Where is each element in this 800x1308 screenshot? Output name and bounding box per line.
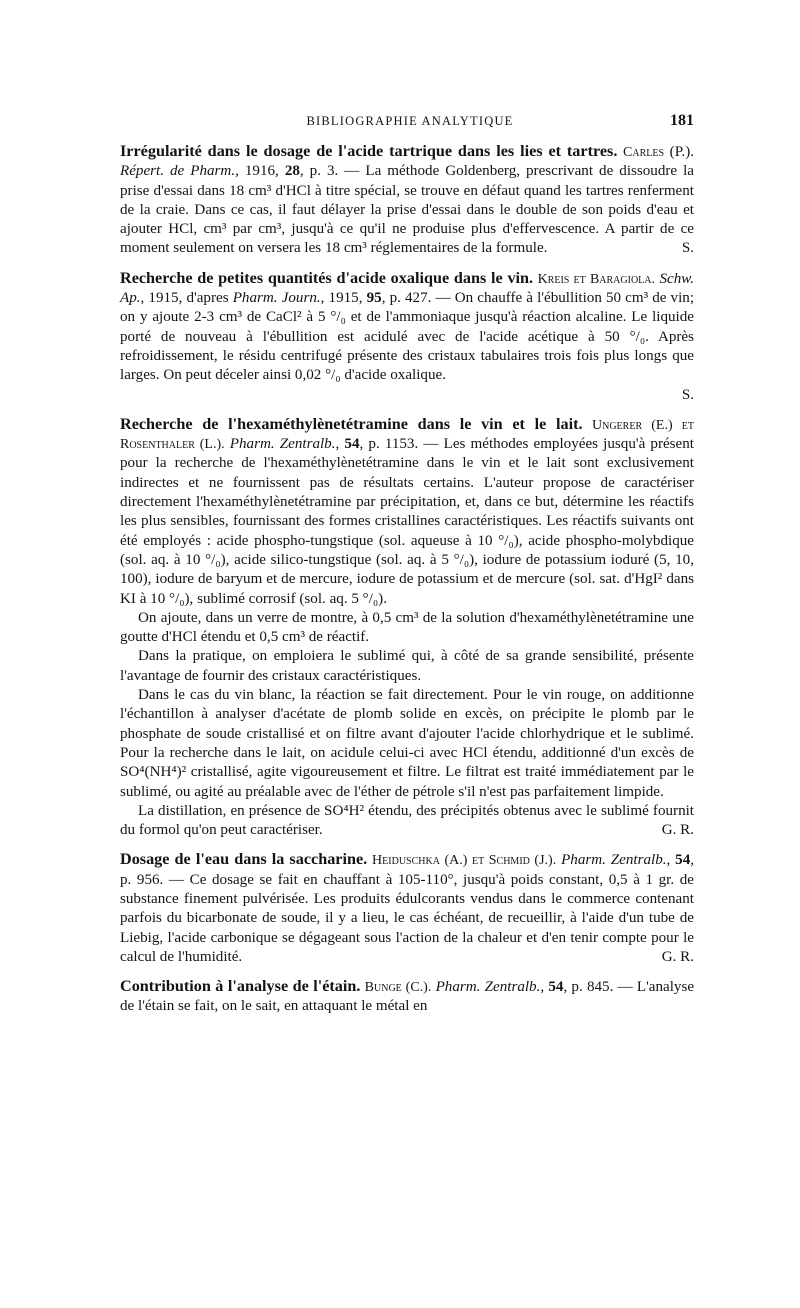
entry-signature-line [120, 386, 694, 405]
entry-page: , p. 845. — [563, 979, 633, 996]
entry-author-initial: (P.). [669, 144, 694, 160]
entry-oxalique [120, 269, 694, 405]
entry-paragraph [120, 977, 694, 1017]
entry-etain [120, 977, 694, 1017]
entry-ref: , 1915, d'apres [140, 290, 229, 307]
entry-paragraph-5 [120, 802, 694, 841]
entry-volume: 28 [284, 163, 300, 180]
entry-paragraph-5-text: La distillation, en présence de SO⁴H² étendu, des précipités obtenus avec le sublimé fournit du formol qu'on peut caractériser. [120, 802, 694, 839]
entry-page: , p. 956. — [120, 852, 695, 888]
entry-author: Carles [623, 145, 665, 160]
entry-author: Ungerer (E.) et Rosenthaler (L.). [120, 417, 695, 453]
entry-page: , p. 3. — [299, 163, 360, 180]
entry-volume: 54 [548, 979, 564, 996]
entry-paragraph [120, 415, 694, 609]
entry-title: Recherche de l'hexaméthylènetétramine dans le vin et le lait. [120, 414, 583, 433]
entry-author: Bunge (C.). [364, 980, 432, 996]
page-header [120, 112, 694, 130]
entry-hexamethylenetetramine [120, 415, 694, 841]
entry-ref: , [666, 852, 671, 869]
entry-volume: 54 [675, 852, 691, 869]
entry-ref: , [540, 979, 545, 996]
entry-journal: Pharm. Zentralb. [435, 979, 541, 996]
entry-author: Kreis et Baragiola. [537, 271, 655, 287]
entry-title: Dosage de l'eau dans la saccharine. [120, 850, 368, 869]
entry-journal: Répert. de Pharm. [120, 163, 236, 180]
entry-saccharine [120, 850, 694, 967]
running-title: BIBLIOGRAPHIE ANALYTIQUE [306, 114, 514, 128]
entry-tartrique [120, 142, 694, 259]
entry-paragraph-4: Dans le cas du vin blanc, la réaction se fait directement. Pour le vin rouge, on additionne l'échantillon à analyser d'acétate de plomb solide en excès, on précipite le plomb par le phosphate de soude cristallisé et on filtre avant d'ajouter l'acide chlorhydrique et le sublimé. Pour la recherche dans le lait, on acidule celui-ci avec HCl étendu, additionné d'un excès de SO⁴(NH⁴)² cristallisé, agite vigoureusement et filtre. Le filtrat est traité immédiatement par le sublimé, ou agité au préalable avec de l'éther de pétrole s'il n'est pas parfaitement limpide. [120, 687, 694, 800]
entry-page: , p. 1153. — [359, 436, 439, 453]
entry-text: La méthode Goldenberg, prescrivant de dissoudre la prise d'essai dans 18 cm³ d'HCl à titre spécial, se trouve en défaut quand les tartres renferment de la craie. Dans ce cas, il faut délayer la prise d'essai dans le double de son poids d'eau et ajouter HCl, cm³ par cm³, jusqu'à ce qu'il ne produise plus d'effervescence. A partir de ce moment seulement on versera les 18 cm³ réglementaires de la formule. [120, 163, 695, 257]
entry-volume: 95 [366, 290, 382, 307]
entry-ref: , [335, 436, 340, 453]
entry-page: , p. 427. [381, 290, 432, 307]
entry-paragraph-2: On ajoute, dans un verre de montre, à 0,5 cm³ de la solution d'hexaméthylènetétramine une goutte d'HCl étendu et 0,5 cm³ de réactif. [120, 609, 694, 646]
entry-signature: G. R. [661, 822, 694, 839]
entry-volume: 54 [344, 436, 360, 453]
entry-ref: , 1916, [235, 163, 279, 180]
entry-text: — On chauffe à l'ébullition 50 cm³ de vin; on y ajoute 2-3 cm³ de CaCl² à 5 °/₀ et de l'ammoniaque jusqu'à réaction alcaline. Le liquide porté de nouveau à l'ébullition est acidulé avec de l'acide acétique à 50 °/₀. Après refroidissement, le résidu centrifugé présente des cristaux tabulaires trois fois plus longs que larges. On peut déceler ainsi 0,02 °/₀ d'acide oxalique. [120, 290, 695, 384]
entry-text: Ce dosage se fait en chauffant à 105-110°, jusqu'à poids constant, 0,5 à 1 gr. de substance finement pulvérisée. Les produits édulcorants vendus dans le commerce contenant parfois du bicarbonate de soude, il y a lieu, le cas échéant, de recueillir, à l'aide d'un tube de Liebig, l'acide carbonique se dégageant sous l'action de la chaleur et d'en tenir compte pour le calcul de l'humidité. [120, 871, 694, 965]
entry-ref-secondary: , 1915, [320, 290, 363, 307]
entry-title: Recherche de petites quantités d'acide oxalique dans le vin. [120, 268, 534, 287]
entry-paragraph [120, 269, 694, 386]
entry-paragraph [120, 850, 694, 967]
entry-journal: Pharm. Zentralb. [229, 436, 336, 453]
entry-journal: Schw. Ap. [120, 270, 694, 307]
page [120, 112, 694, 1027]
entry-signature: S. [681, 386, 694, 403]
entry-text: Les méthodes employées jusqu'à présent pour la recherche de l'hexaméthylènetétramine dans le vin et le lait sont exclusivement indirectes et ne fournissent pas de résultats certains. L'auteur propose de caractériser directement l'hexaméthylènetétramine par précipitation, et, dans ce but, détermine les réactifs les plus sensibles, fournissant des formes cristallines caractéristiques. Les réactifs suivants ont été employés : acide phospho-tungstique (sol. aqueuse à 10 °/₀), acide phospho-molybdique (sol. aq. à 10 °/₀), acide silico-tungstique (sol. aq. à 5 °/₀), iodure de potassium ioduré (5, 10, 100), iodure de baryum et de mercure, iodure de potassium et de mercure (sol. sat. d'HgI² dans KI à 10 °/₀), sublimé corrosif (sol. aq. 5 °/₀). [120, 436, 694, 607]
entry-title: Contribution à l'analyse de l'étain. [120, 977, 361, 996]
entry-paragraph-3: Dans la pratique, on emploiera le sublimé qui, à côté de sa grande sensibilité, présente l'avantage de fournir des cristaux caractéristiques. [120, 648, 694, 684]
entry-signature: G. R. [661, 948, 694, 965]
entry-title: Irrégularité dans le dosage de l'acide tartrique dans les lies et tartres. [120, 142, 618, 160]
page-number: 181 [670, 112, 694, 129]
entry-journal-secondary: Pharm. Journ. [232, 290, 321, 307]
entry-author: Heiduschka (A.) et Schmid (J.). [372, 853, 557, 869]
entry-journal: Pharm. Zentralb. [561, 852, 667, 869]
entry-text: L'analyse de l'étain se fait, on le sait, en attaquant le métal en [120, 979, 695, 1015]
entry-signature: S. [681, 240, 694, 257]
entry-paragraph [120, 142, 694, 259]
